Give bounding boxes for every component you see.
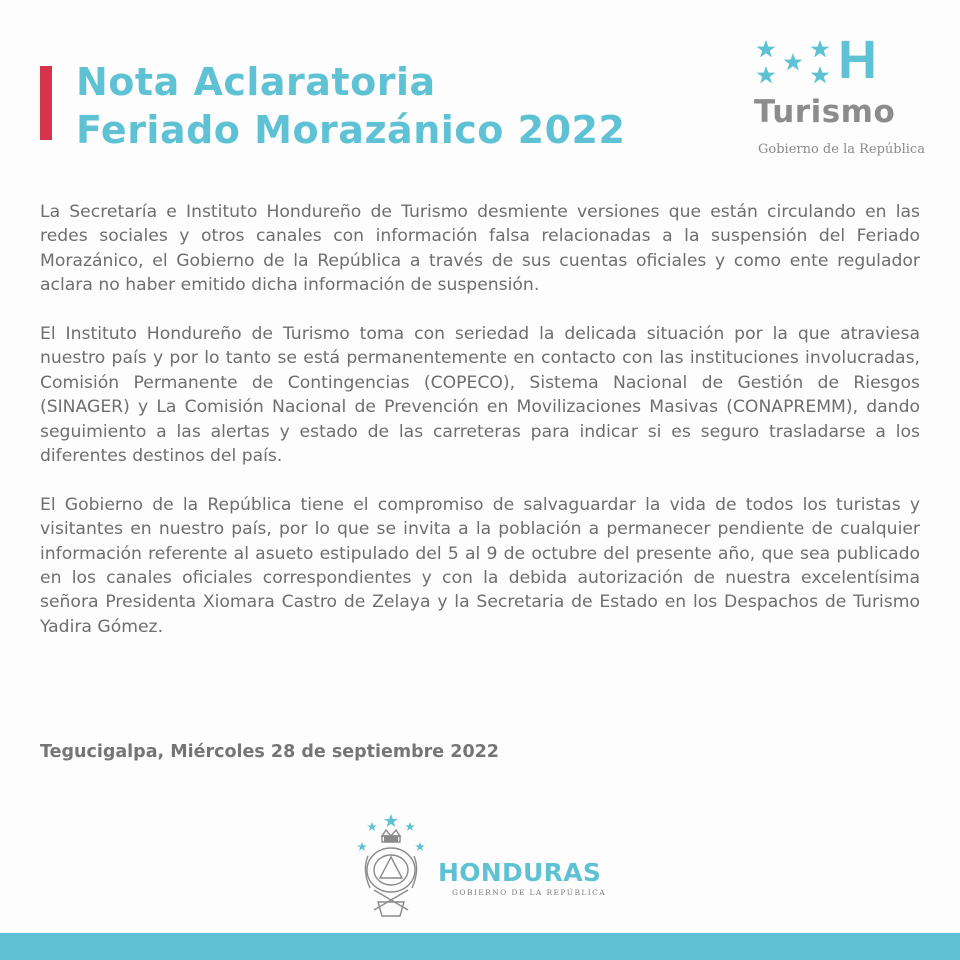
paragraph-1: La Secretaría e Instituto Hondureño de Turismo desmiente versiones que están circulando en las redes sociales y otros canales con información falsa relacionadas a la suspensión del Feriado Morazánico, el Gobierno de la República a través de sus cuentas oficiales y como ente regulador aclara no haber emitido dicha información de suspensión. — [40, 202, 920, 296]
title-line-1: Nota Aclaratoria — [76, 60, 436, 104]
paragraph-2: El Instituto Hondureño de Turismo toma con seriedad la delicada situación por la que atraviesa nuestro país y por lo tanto se está permanentemente en contacto con las instituciones involucradas, Comisión Permanente de Contingencias (COPECO), Sistema Nacional de Gestión de Riesgos (SINAGER) y La Comisión Nacional de Prevención en Movilizaciones Masivas (CONAPREMM), dando seguimiento a las alertas y estado de las carreteras para indicar si es seguro trasladarse a los diferentes destinos del país. — [40, 324, 920, 467]
logo-subtitle: Gobierno de la República — [758, 142, 925, 157]
title-accent-bar — [40, 66, 52, 140]
paragraph-3: El Gobierno de la República tiene el compromiso de salvaguardar la vida de todos los turistas y visitantes en nuestro país, por lo que se invita a la población a permanecer pendiente de cualquier información referente al asueto estipulado del 5 al 9 de octubre del presente año, que sea publicado en los canales oficiales correspondientes y con la debida autorización de nuestra excelentísima señora Presidenta Xiomara Castro de Zelaya y la Secretaria de Estado en los Despachos de Turismo Yadira Gómez. — [40, 494, 920, 637]
logo-letter: H — [838, 30, 877, 90]
turismo-logo — [752, 30, 925, 162]
five-stars-icon — [754, 38, 834, 88]
statement-body — [40, 200, 920, 664]
place-and-date: Tegucigalpa, Miércoles 28 de septiembre 2022 — [40, 742, 499, 762]
brand-subtitle: GOBIERNO DE LA REPÚBLICA — [452, 888, 607, 897]
honduras-brand — [438, 858, 606, 897]
coat-of-arms-icon — [354, 812, 428, 922]
footer-band — [0, 933, 960, 960]
logo-word: Turismo — [754, 94, 896, 130]
title-line-2: Feriado Morazánico 2022 — [76, 108, 626, 152]
brand-name: HONDURAS — [438, 858, 602, 887]
page-title — [76, 58, 625, 154]
